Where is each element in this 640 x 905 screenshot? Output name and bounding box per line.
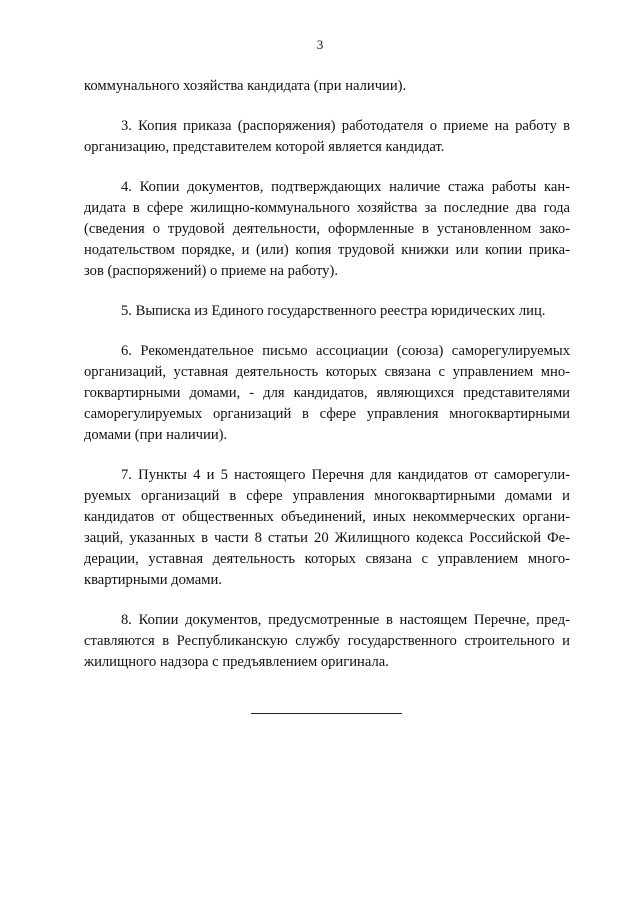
paragraph-item-7 [84, 465, 570, 591]
text-line: коммунального хозяйства кандидата (при наличии). [84, 78, 407, 94]
text-line: дидата в сфере жилищно-коммунального хозяйства за последние два года [84, 200, 570, 216]
text-line: руемых организаций в сфере управления многоквартирными домами и [84, 488, 570, 504]
paragraph-item-3 [84, 116, 570, 158]
text-line: организацию, представителем которой является кандидат. [84, 139, 445, 155]
text-line: 5. Выписка из Единого государственного реестра юридических лиц. [121, 303, 546, 319]
text-line: 3. Копия приказа (распоряжения) работодателя о приеме на работу в [121, 118, 570, 134]
text-line: кандидатов от общественных объединений, иных некоммерческих органи- [84, 509, 570, 525]
page-number: 3 [316, 37, 324, 52]
text-line: 7. Пункты 4 и 5 настоящего Перечня для кандидатов от саморегули- [121, 467, 570, 483]
paragraph-item-8 [84, 610, 570, 673]
document-body [84, 76, 570, 692]
paragraph-item-4 [84, 177, 570, 282]
text-line: 4. Копии документов, подтверждающих наличие стажа работы кан- [121, 179, 570, 195]
text-line: (сведения о трудовой деятельности, оформленные в установленном зако- [84, 221, 570, 237]
text-line: домами (при наличии). [84, 427, 228, 443]
text-line: заций, указанных в части 8 статьи 20 Жилищного кодекса Российской Фе- [84, 530, 570, 546]
text-line: квартирными домами. [84, 572, 222, 588]
text-line: нодательством порядке, и (или) копия трудовой книжки или копии прика- [84, 242, 570, 258]
text-line: саморегулируемых организаций в сфере управления многоквартирными [84, 406, 570, 422]
paragraph-item-6 [84, 341, 570, 446]
text-line: 8. Копии документов, предусмотренные в настоящем Перечне, пред- [121, 612, 570, 628]
text-line: жилищного надзора с предъявлением оригинала. [84, 654, 389, 670]
text-line: гоквартирными домами, - для кандидатов, являющихся представителями [84, 385, 570, 401]
closing-divider-line [251, 713, 402, 714]
paragraph-continuation [84, 76, 570, 97]
text-line: ставляются в Республиканскую службу государственного строительного и [84, 633, 570, 649]
text-line: зов (распоряжений) о приеме на работу). [84, 263, 338, 279]
text-line: организаций, уставная деятельность которых связана с управлением мно- [84, 364, 570, 380]
text-line: дерации, уставная деятельность которых связана с управлением много- [84, 551, 570, 567]
text-line: 6. Рекомендательное письмо ассоциации (союза) саморегулируемых [121, 343, 570, 359]
paragraph-item-5 [84, 301, 570, 322]
